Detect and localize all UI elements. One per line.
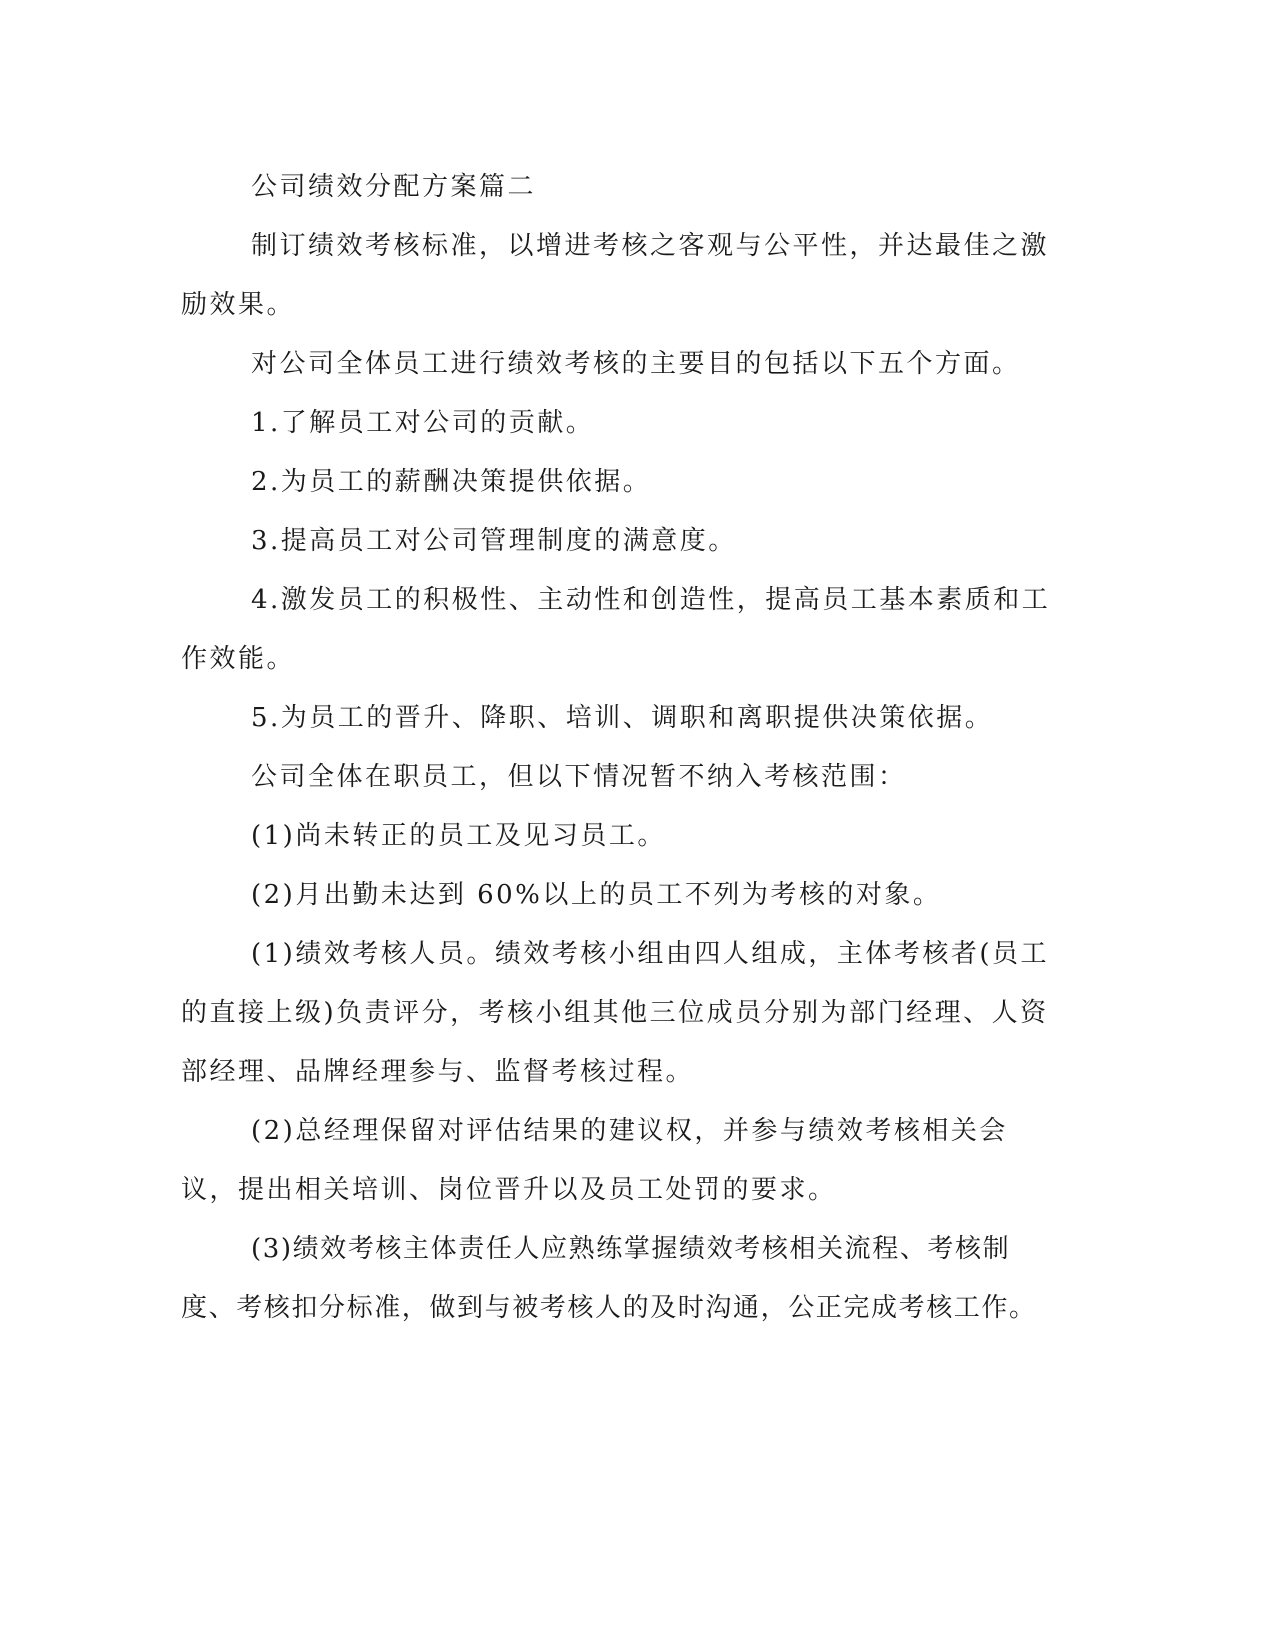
list-item-objective-4: 4.激发员工的积极性、主动性和创造性，提高员工基本素质和工作效能。 bbox=[181, 585, 1051, 674]
document-body bbox=[181, 158, 1061, 1338]
list-item-responsibility-1: (1)绩效考核人员。绩效考核小组由四人组成，主体考核者(员工的直接上级)负责评分，考核小组其他三位成员分别为部门经理、人资部经理、品牌经理参与、监督考核过程。 bbox=[181, 939, 1049, 1087]
list-item-objective-2: 2.为员工的薪酬决策提供依据。 bbox=[251, 467, 652, 497]
list-item-objective-1: 1.了解员工对公司的贡献。 bbox=[251, 408, 595, 438]
list-item-exclusion-2: (2)月出勤未达到 60%以上的员工不列为考核的对象。 bbox=[251, 880, 942, 910]
document-heading: 公司绩效分配方案篇二 bbox=[251, 172, 537, 202]
list-item-objective-3: 3.提高员工对公司管理制度的满意度。 bbox=[251, 526, 737, 556]
paragraph-objectives-intro: 对公司全体员工进行绩效考核的主要目的包括以下五个方面。 bbox=[251, 349, 1021, 379]
paragraph-purpose: 制订绩效考核标准，以增进考核之客观与公平性，并达最佳之激励效果。 bbox=[181, 231, 1050, 320]
list-item-exclusion-1: (1)尚未转正的员工及见习员工。 bbox=[251, 821, 666, 851]
list-item-objective-5: 5.为员工的晋升、降职、培训、调职和离职提供决策依据。 bbox=[251, 703, 994, 733]
list-item-responsibility-3: (3)绩效考核主体责任人应熟练掌握绩效考核相关流程、考核制度、考核扣分标准，做到与被考核人的及时沟通，公正完成考核工作。 bbox=[181, 1234, 1037, 1323]
paragraph-scope: 公司全体在职员工，但以下情况暂不纳入考核范围： bbox=[251, 762, 907, 792]
list-item-responsibility-2: (2)总经理保留对评估结果的建议权，并参与绩效考核相关会议，提出相关培训、岗位晋升以及员工处罚的要求。 bbox=[181, 1116, 1008, 1205]
